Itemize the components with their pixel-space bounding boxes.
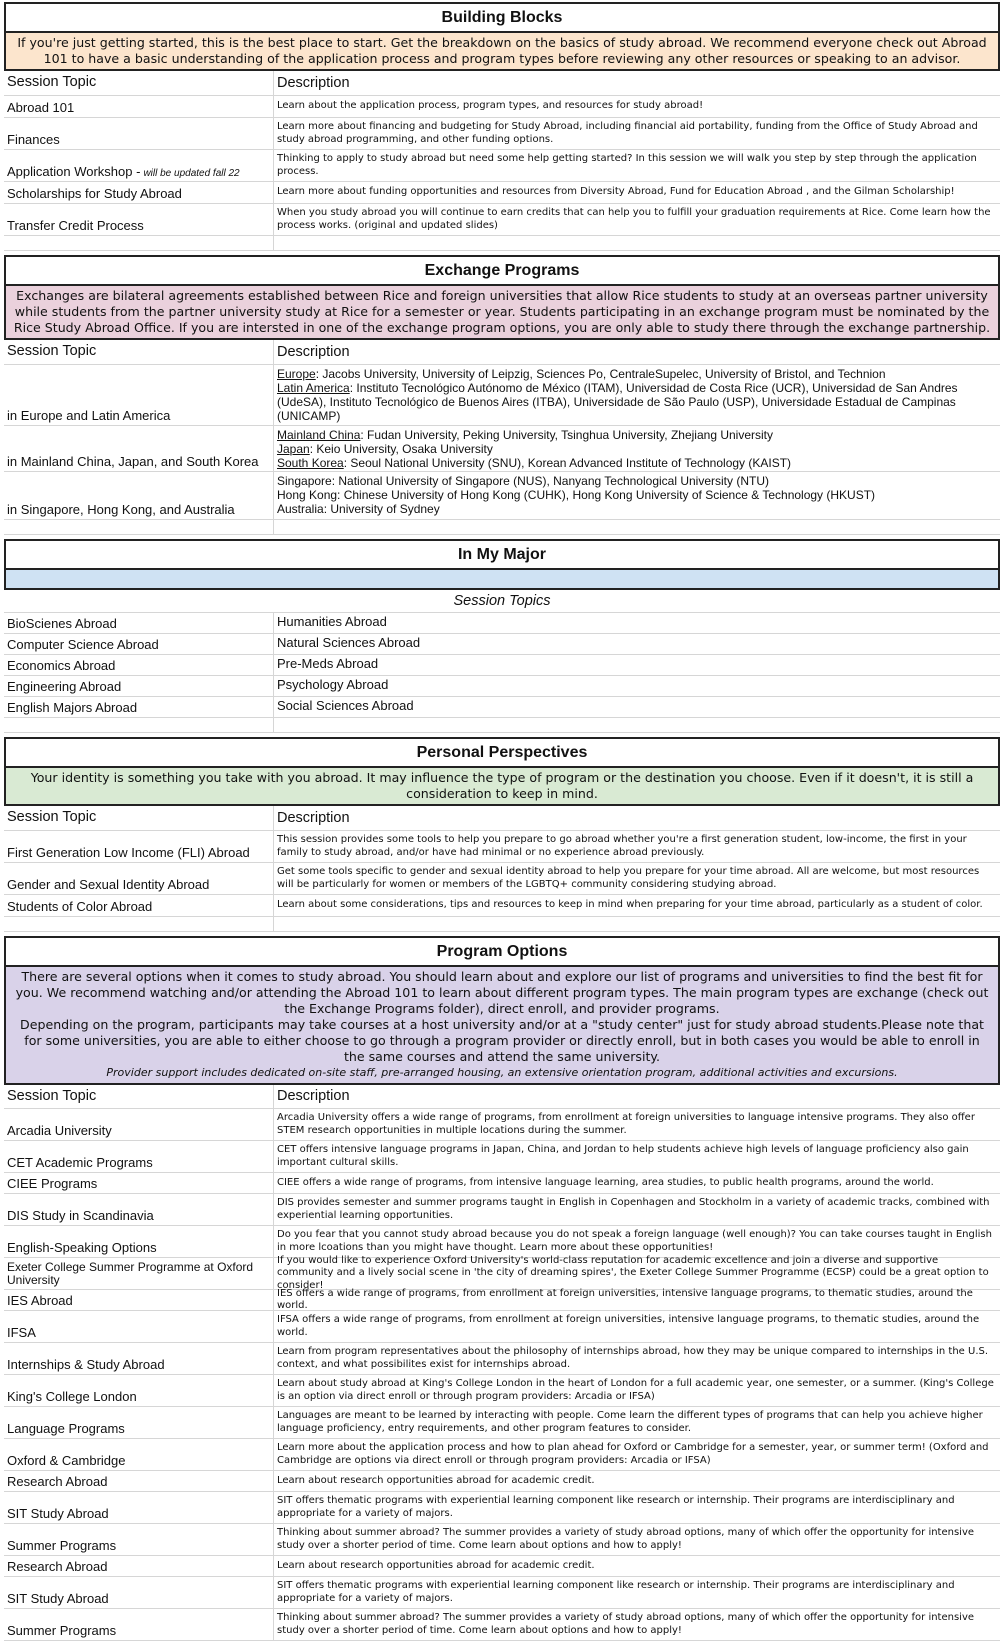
program-options-rows (4, 1109, 1000, 1641)
session-description (274, 472, 1000, 519)
session-topic[interactable]: IFSA (4, 1311, 274, 1342)
exchange-universities: : Instituto Tecnológico Autónomo de México (ITAM), Universidad de Costa Rice (UCR), Universidad de San Andres (UdeSA), Instituto Tecnológico de Buenos Aires (ITBA), Universidade de São Paulo (USP), Universidade Estadual de Campinas (UNICAMP) (277, 381, 958, 423)
major-topic[interactable]: Social Sciences Abroad (277, 698, 414, 713)
intro-paragraph: Depending on the program, participants may take courses at a host university and/or at a "study center" just for study abroad students.Please note that for some universities, you are able to either choose to go through a program provider or directly enroll, but in both cases you would be able to enroll in the same courses and attend the same university. (20, 1017, 984, 1064)
session-description: Thinking to apply to study abroad but need some help getting started? In this session we will walk you step by step through the application process. (277, 153, 977, 177)
session-topic[interactable]: Transfer Credit Process (4, 204, 274, 235)
table-row[interactable] (4, 1439, 1000, 1471)
exchange-line: Hong Kong: Chinese University of Hong Kong (CUHK), Hong Kong University of Science & Technology (HKUST) (277, 488, 876, 502)
session-description (274, 365, 1000, 425)
major-topic[interactable]: Economics Abroad (4, 655, 274, 675)
session-topic[interactable]: Gender and Sexual Identity Abroad (4, 863, 274, 894)
session-description: Learn more about the application process and how to plan ahead for Oxford or Cambridge for a semester, year, or summer term! (Oxford and Cambridge are options via direct enroll or through program providers: Arcadia or IFSA) (277, 1442, 989, 1466)
session-topic[interactable] (4, 150, 274, 181)
session-description: Learn about study abroad at King's College London in the heart of London for a full academic year, one semester, or a summer. (King's College is an option via direct enroll or through program providers: Arcadia or IFSA) (277, 1378, 994, 1402)
spacer-row (4, 236, 1000, 251)
session-topic[interactable]: Summer Programs (4, 1609, 274, 1640)
major-topic[interactable]: English Majors Abroad (4, 697, 274, 717)
spacer-row (4, 917, 1000, 932)
header-description: Description (277, 343, 350, 360)
table-row[interactable] (4, 426, 1000, 472)
table-row (4, 655, 1000, 676)
table-row (4, 613, 1000, 634)
major-topic[interactable]: Humanities Abroad (277, 614, 387, 629)
table-row[interactable] (4, 1226, 1000, 1258)
table-header (4, 71, 1000, 96)
session-topic[interactable]: SIT Study Abroad (4, 1577, 274, 1608)
section-program-options (4, 936, 1000, 1641)
table-row[interactable] (4, 1556, 1000, 1577)
session-description: Learn more about funding opportunities and resources from Diversity Abroad, Fund for Education Abroad , and the Gilman Scholarship! (277, 186, 955, 198)
table-row[interactable] (4, 1524, 1000, 1556)
section-title: Personal Perspectives (4, 737, 1000, 766)
table-row[interactable] (4, 1311, 1000, 1343)
session-topic[interactable]: SIT Study Abroad (4, 1492, 274, 1523)
region-link[interactable]: Japan (277, 442, 310, 456)
section-in-my-major (4, 539, 1000, 733)
topic-note: will be updated fall 22 (143, 168, 240, 179)
session-topic[interactable]: Abroad 101 (4, 96, 274, 117)
table-row[interactable] (4, 1141, 1000, 1173)
region-link[interactable]: Mainland China (277, 428, 361, 442)
major-topic[interactable]: Engineering Abroad (4, 676, 274, 696)
session-topic[interactable]: DIS Study in Scandinavia (4, 1194, 274, 1225)
session-topic[interactable]: IES Abroad (4, 1290, 274, 1310)
major-topic[interactable]: BioScienes Abroad (4, 613, 274, 633)
table-row[interactable] (4, 831, 1000, 863)
session-description: IES offers a wide range of programs, from enrollment at foreign universities, intensive language programs, to thematic studies, around the world. (277, 1287, 973, 1311)
session-description: CET offers intensive language programs in Japan, China, and Jordan to help students achieve high levels of language proficiency also gain important cultural skills. (277, 1144, 969, 1168)
section-intro: If you're just getting started, this is the best place to start. Get the breakdown on the basics of study abroad. We recommend everyone check out Abroad 101 to have a basic understanding of the application process and program types before reviewing any other resources or speaking to an advisor. (4, 31, 1000, 71)
session-topic[interactable]: Exeter College Summer Programme at Oxford University (4, 1258, 274, 1289)
session-description: Do you fear that you cannot study abroad because you do not speak a foreign language (well enough)? You can take courses taught in English in more lcoations than you might have thought. Learn more about these opportunities! (277, 1229, 992, 1253)
session-topic[interactable]: in Europe and Latin America (4, 365, 274, 425)
table-row[interactable] (4, 1492, 1000, 1524)
exchange-line (277, 381, 997, 423)
table-row[interactable] (4, 1173, 1000, 1194)
header-description: Description (277, 1088, 350, 1105)
session-description: If you would like to experience Oxford University's world-class reputation for academic excellence and join a diverse and supportive community and a lively social scene in 'the city of dreaming spires', the Exeter College Summer Programme (ECSP) could be a great option to consider! (277, 1254, 989, 1291)
section-intro: Your identity is something you take with you abroad. It may influence the type of program or the destination you choose. Even if it doesn't, it is still a consideration to keep in mind. (4, 766, 1000, 806)
exchange-line (277, 456, 997, 470)
major-topic[interactable]: Psychology Abroad (277, 677, 389, 692)
table-row[interactable] (4, 895, 1000, 917)
major-topic[interactable]: Natural Sciences Abroad (277, 635, 421, 650)
table-row[interactable] (4, 1287, 1000, 1311)
intro-note: Provider support includes dedicated on-site staff, pre-arranged housing, an extensive orientation program, additional activities and excursions. (106, 1066, 898, 1079)
major-topic[interactable]: Pre-Meds Abroad (277, 656, 379, 671)
session-topic[interactable]: Language Programs (4, 1407, 274, 1438)
table-row[interactable] (4, 150, 1000, 182)
session-topic[interactable]: Students of Color Abroad (4, 895, 274, 916)
session-topic[interactable]: Arcadia University (4, 1109, 274, 1140)
session-description: SIT offers thematic programs with experiential learning component like research or internship. Their programs are interdisciplinary and appropriate for a variety of majors. (277, 1580, 955, 1604)
table-row[interactable] (4, 1375, 1000, 1407)
table-row (4, 676, 1000, 697)
major-topic[interactable]: Computer Science Abroad (4, 634, 274, 654)
session-description: Learn about the application process, program types, and resources for study abroad! (277, 100, 704, 112)
table-row[interactable] (4, 1577, 1000, 1609)
session-topic[interactable]: in Mainland China, Japan, and South Korea (4, 426, 274, 471)
session-topic[interactable]: in Singapore, Hong Kong, and Australia (4, 472, 274, 519)
region-link[interactable]: Latin America (277, 381, 350, 395)
session-description: SIT offers thematic programs with experiential learning component like research or internship. Their programs are interdisciplinary and appropriate for a variety of majors. (277, 1495, 955, 1519)
table-row[interactable] (4, 1407, 1000, 1439)
session-description: When you study abroad you will continue to earn credits that can help you to fulfill your graduation requirements at Rice. Come learn how the process works. (original and updated slides) (277, 207, 991, 231)
session-description: Arcadia University offers a wide range of programs, from enrollment at foreign universities to language intensive programs. They also offer STEM research opportunities in multiple locations during the summer. (277, 1112, 975, 1136)
exchange-line (277, 428, 997, 442)
table-row[interactable] (4, 1109, 1000, 1141)
session-description (274, 426, 1000, 471)
session-topic[interactable]: English-Speaking Options (4, 1226, 274, 1257)
session-description: Thinking about summer abroad? The summer provides a variety of study abroad options, many of which offer the opportunity for intensive study over a shorter period of time. Come learn about options and how to apply! (277, 1612, 975, 1636)
session-topic[interactable]: CIEE Programs (4, 1173, 274, 1193)
session-topic[interactable]: Research Abroad (4, 1471, 274, 1491)
exchange-line (277, 442, 997, 456)
table-row[interactable] (4, 1609, 1000, 1641)
session-topic[interactable]: Summer Programs (4, 1524, 274, 1555)
session-description: This session provides some tools to help you prepare to go abroad whether you're a first generation student, low-income, the first in your family to study abroad, and/or have had minimal or no experience abroad previously. (277, 834, 967, 858)
session-description: CIEE offers a wide range of programs, from intensive language learning, area studies, to public health programs, around the world. (277, 1176, 934, 1188)
session-description: Languages are meant to be learned by interacting with people. Come learn the different types of programs that can help you achieve higher language proficiency, entry requirements, and other program features to consider. (277, 1410, 983, 1434)
session-topic[interactable]: Oxford & Cambridge (4, 1439, 274, 1470)
session-topics-title: Session Topics (4, 590, 1000, 613)
header-description: Description (277, 74, 350, 91)
session-topic[interactable]: Internships & Study Abroad (4, 1343, 274, 1374)
topic-label: Application Workshop - (7, 164, 141, 179)
section-personal-perspectives (4, 737, 1000, 932)
exchange-universities: : Keio University, Osaka University (309, 442, 493, 456)
session-topic[interactable]: Finances (4, 118, 274, 149)
section-intro: Exchanges are bilateral agreements established between Rice and foreign universities that allow Rice students to study at an overseas partner university while students from the partner university study at Rice for a semester or year. Students participating in an exchange program must be nominated by the Rice Study Abroad Office. If you are intersted in one of the exchange program options, you are only able to study there through the exchange partnership. (4, 284, 1000, 340)
session-topic[interactable]: Research Abroad (4, 1556, 274, 1576)
exchange-universities: : Fudan University, Peking University, Tsinghua University, Zhejiang University (360, 428, 773, 442)
session-topic[interactable]: Scholarships for Study Abroad (4, 182, 274, 203)
session-description: Learn about research opportunities abroad for academic credit. (277, 1559, 595, 1571)
header-session-topic: Session Topic (4, 340, 274, 364)
exchange-line: Australia: University of Sydney (277, 502, 440, 516)
table-row[interactable] (4, 863, 1000, 895)
session-description: Learn about some considerations, tips and resources to keep in mind when preparing for your time abroad, particularly as a student of color. (277, 899, 983, 911)
section-exchange-programs (4, 255, 1000, 535)
section-title: Exchange Programs (4, 255, 1000, 284)
session-description: Learn from program representatives about the philosophy of internships abroad, how they may be unique compared to internships in the U.S. context, and what possibilites exist for internships abroad. (277, 1346, 989, 1370)
table-header (4, 1085, 1000, 1109)
exchange-universities: : Seoul National University (SNU), Korean Advanced Institute of Technology (KAIST) (343, 456, 792, 470)
spreadsheet (4, 2, 1000, 1641)
exchange-line: Singapore: National University of Singapore (NUS), Nanyang Technological University (NTU) (277, 474, 769, 488)
session-description: Learn about research opportunities abroad for academic credit. (277, 1474, 595, 1486)
table-row[interactable] (4, 118, 1000, 150)
session-topic[interactable]: King's College London (4, 1375, 274, 1406)
session-description: Get some tools specific to gender and sexual identity abroad to help you prepare for your time abroad. All are welcome, but most resources will be particularly for women or members of the LGBTQ+ community considering studying abroad. (277, 866, 980, 890)
session-topic[interactable]: CET Academic Programs (4, 1141, 274, 1172)
section-intro (4, 965, 1000, 1085)
exchange-line (277, 367, 997, 381)
section-building-blocks (4, 2, 1000, 251)
table-row[interactable] (4, 365, 1000, 426)
session-description: IFSA offers a wide range of programs, from enrollment at foreign universities, intensive language programs, to thematic studies, around the world. (277, 1314, 980, 1338)
table-header (4, 806, 1000, 831)
region-link[interactable]: Europe (277, 367, 316, 381)
header-description: Description (277, 809, 350, 826)
table-row[interactable] (4, 472, 1000, 520)
session-description: Learn more about financing and budgeting for Study Abroad, including financial aid portability, funding from the Office of Study Abroad and study abroad programming, and other funding options. (277, 121, 978, 145)
session-description: DIS provides semester and summer programs taught in English in Copenhagen and Stockholm in a variety of academic tracks, combined with experiential learning opportunities. (277, 1197, 990, 1221)
table-row[interactable] (4, 1343, 1000, 1375)
table-row[interactable] (4, 96, 1000, 118)
session-description: Thinking about summer abroad? The summer provides a variety of study abroad options, many of which offer the opportunity for intensive study over a shorter period of time. Come learn about options and how to apply! (277, 1527, 975, 1551)
table-row[interactable] (4, 1254, 1000, 1291)
table-header (4, 340, 1000, 365)
session-topic[interactable]: First Generation Low Income (FLI) Abroad (4, 831, 274, 862)
exchange-universities: : Jacobs University, University of Leipzig, Sciences Po, CentraleSupelec, University of Bristol, and Technion (315, 367, 886, 381)
table-row[interactable] (4, 204, 1000, 236)
intro-paragraph: There are several options when it comes to study abroad. You should learn about and explore our list of programs and universities to find the best fit for you. We recommend watching and/or attending the Abroad 101 to learn about different program types. The main program types are exchange (check out the Exchange Programs folder), direct enroll, and provider programs. (15, 969, 989, 1016)
section-title: In My Major (4, 539, 1000, 568)
header-session-topic: Session Topic (4, 71, 274, 95)
section-intro (4, 568, 1000, 590)
section-title: Building Blocks (4, 2, 1000, 31)
table-row[interactable] (4, 1471, 1000, 1492)
spacer-row (4, 718, 1000, 733)
table-row[interactable] (4, 1194, 1000, 1226)
header-session-topic: Session Topic (4, 806, 274, 830)
table-row[interactable] (4, 182, 1000, 204)
spacer-row (4, 520, 1000, 535)
section-title: Program Options (4, 936, 1000, 965)
header-session-topic: Session Topic (4, 1085, 274, 1108)
table-row (4, 697, 1000, 718)
region-link[interactable]: South Korea (277, 456, 344, 470)
table-row (4, 634, 1000, 655)
